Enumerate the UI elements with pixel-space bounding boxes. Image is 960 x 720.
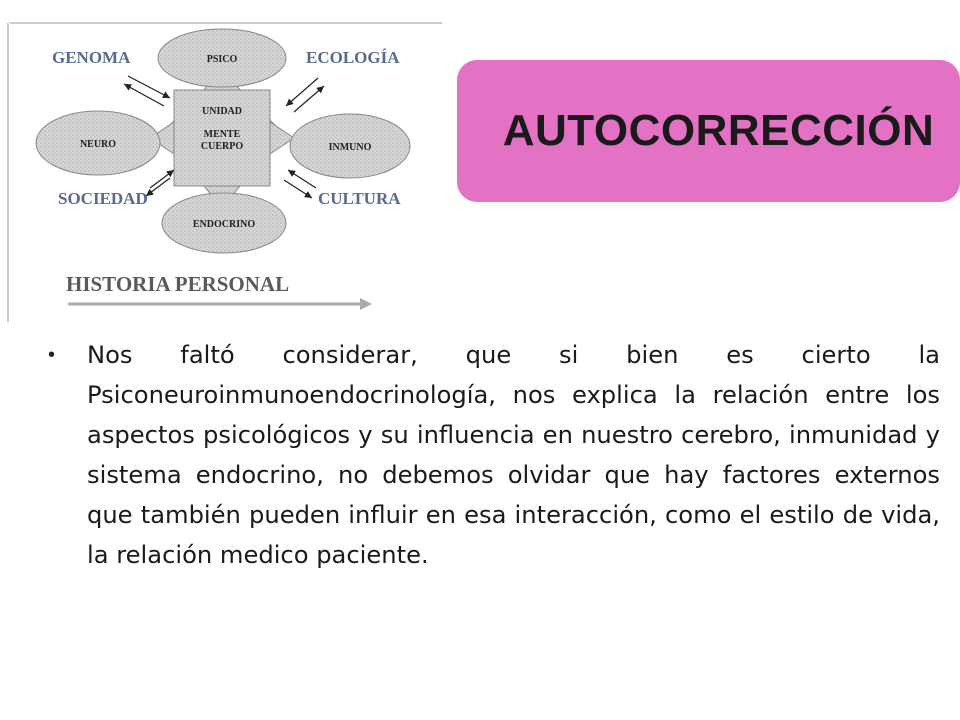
genoma-arrow-out	[124, 84, 164, 106]
slide-title: AUTOCORRECCIÓN	[502, 106, 935, 155]
sociedad-label: SOCIEDAD	[58, 189, 148, 208]
historia-arrow-head	[360, 298, 372, 310]
ecologia-arrow-in	[286, 78, 318, 106]
cultura-label: CULTURA	[318, 189, 401, 208]
bullet-text: Nos faltó considerar, que si bien es cierto la Psiconeuroinmunoendocrinología, nos explica la relación entre los aspectos psicológicos y su influencia en nuestro cerebro, inmunidad y sistema endocrino, no debemos olvidar que hay factores externos que también pueden influir en esa interacción, como el estilo de vida, la relación medico paciente.	[87, 341, 940, 569]
cuerpo-label: CUERPO	[200, 141, 244, 152]
inmuno-label: INMUNO	[328, 142, 372, 153]
ecologia-label: ECOLOGÍA	[306, 48, 400, 67]
unidad-label: UNIDAD	[202, 106, 242, 117]
genoma-label: GENOMA	[52, 48, 131, 67]
sociedad-arrow-in	[150, 170, 174, 188]
genoma-arrow-in	[128, 76, 170, 98]
ecologia-arrow-out	[294, 86, 324, 112]
bullet-marker: •	[48, 344, 56, 366]
historia-personal-label: HISTORIA PERSONAL	[66, 272, 290, 296]
mente-label: MENTE	[203, 129, 241, 140]
pni-diagram	[0, 18, 442, 322]
psico-label: PSICO	[206, 54, 238, 65]
endocrino-label: ENDOCRINO	[192, 219, 256, 230]
title-box	[457, 60, 960, 202]
neuro-label: NEURO	[79, 139, 117, 150]
sociedad-arrow-out	[146, 178, 170, 196]
